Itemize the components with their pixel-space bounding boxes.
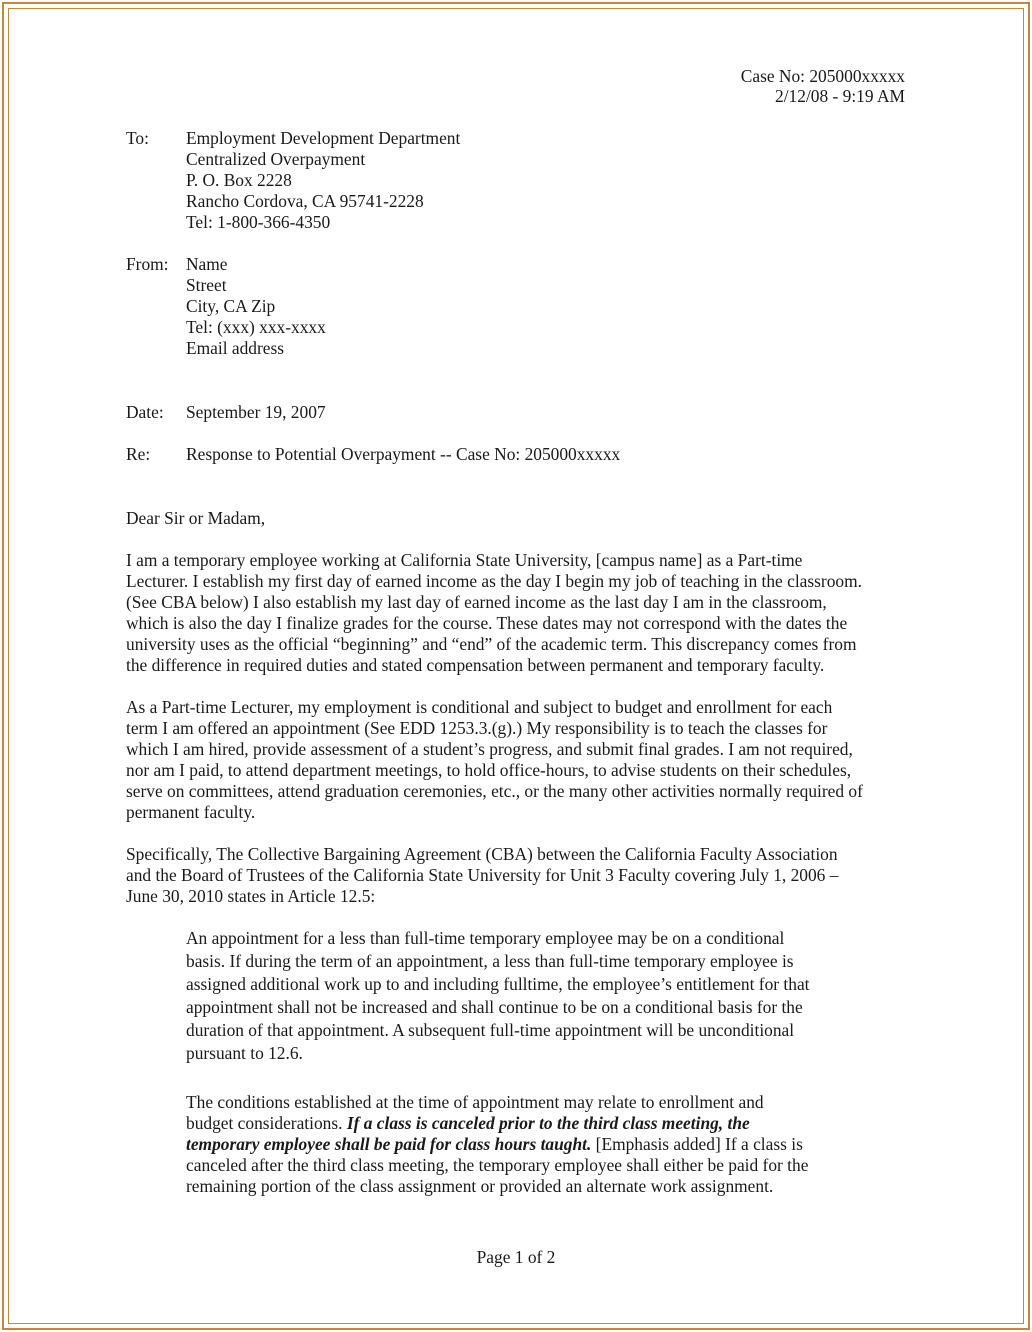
paragraph-line: permanent faculty. xyxy=(126,802,256,822)
from-line: Tel: (xxx) xxx-xxxx xyxy=(186,317,326,337)
cba-quote-1 xyxy=(186,927,810,1065)
re-label: Re: xyxy=(126,444,151,464)
paragraph-line: the difference in required duties and stated compensation between permanent and temporary faculty. xyxy=(126,655,825,675)
quote-line xyxy=(186,1113,808,1134)
date-value: September 19, 2007 xyxy=(186,402,326,422)
quote-line: basis. If during the term of an appointment, a less than full-time temporary employee is xyxy=(186,951,794,971)
paragraph-line: Specifically, The Collective Bargaining Agreement (CBA) between the California Faculty Association xyxy=(126,844,838,864)
to-label: To: xyxy=(126,128,149,148)
quote-line: duration of that appointment. A subsequent full-time appointment will be unconditional xyxy=(186,1020,795,1040)
quote-line: appointment shall not be increased and shall continue to be on a conditional basis for the xyxy=(186,997,803,1017)
quote-line xyxy=(186,1134,808,1155)
from-line: Street xyxy=(186,275,227,295)
cba-quote-2 xyxy=(186,1092,808,1197)
paragraph-line: (See CBA below) I also establish my last day of earned income as the last day I am in the classroom, xyxy=(126,592,827,612)
letter-timestamp: 2/12/08 - 9:19 AM xyxy=(775,86,905,106)
from-label: From: xyxy=(126,254,169,274)
quote-text: [Emphasis added] If a class is xyxy=(591,1134,803,1154)
to-line: Tel: 1-800-366-4350 xyxy=(186,212,331,232)
date-label: Date: xyxy=(126,402,164,422)
paragraph-line: I am a temporary employee working at California State University, [campus name] as a Part-time xyxy=(126,550,803,570)
paragraph-3 xyxy=(126,844,838,907)
page-number: Page 1 of 2 xyxy=(476,1247,556,1267)
quote-line: canceled after the third class meeting, the temporary employee shall either be paid for the xyxy=(186,1155,809,1175)
paragraph-line: and the Board of Trustees of the California State University for Unit 3 Faculty covering July 1, 2006 – xyxy=(126,865,839,885)
quote-line: pursuant to 12.6. xyxy=(186,1043,303,1063)
emphasis-text: If a class is canceled prior to the third class meeting, the xyxy=(346,1113,750,1133)
quote-line: remaining portion of the class assignment or provided an alternate work assignment. xyxy=(186,1176,774,1196)
quote-line: An appointment for a less than full-time temporary employee may be on a conditional xyxy=(186,928,785,948)
paragraph-line: Lecturer. I establish my first day of earned income as the day I begin my job of teaching in the classroom. xyxy=(126,571,862,591)
to-line: Rancho Cordova, CA 95741-2228 xyxy=(186,191,424,211)
to-line: Employment Development Department xyxy=(186,128,461,148)
paragraph-2 xyxy=(126,697,863,823)
quote-text: budget considerations. xyxy=(186,1113,347,1133)
from-line: Name xyxy=(186,254,228,274)
to-address xyxy=(186,128,460,233)
paragraph-1 xyxy=(126,550,862,676)
from-address xyxy=(186,254,326,359)
from-line: City, CA Zip xyxy=(186,296,276,316)
paragraph-line: university uses as the official “beginning” and “end” of the academic term. This discrepancy comes from xyxy=(126,634,857,654)
paragraph-line: which is also the day I finalize grades for the course. These dates may not correspond with the dates the xyxy=(126,613,848,633)
quote-line: assigned additional work up to and including fulltime, the employee’s entitlement for that xyxy=(186,974,810,994)
re-subject: Response to Potential Overpayment -- Case No: 205000xxxxx xyxy=(186,444,621,464)
paragraph-line: nor am I paid, to attend department meetings, to hold office-hours, to advise students on their schedules, xyxy=(126,760,852,780)
paragraph-line: serve on committees, attend graduation ceremonies, etc., or the many other activities normally required of xyxy=(126,781,863,801)
paragraph-line: which I am hired, provide assessment of a student’s progress, and submit final grades. I am not required, xyxy=(126,739,853,759)
quote-line: The conditions established at the time of appointment may relate to enrollment and xyxy=(186,1092,764,1112)
paragraph-line: As a Part-time Lecturer, my employment is conditional and subject to budget and enrollment for each xyxy=(126,697,833,717)
to-line: P. O. Box 2228 xyxy=(186,170,292,190)
to-line: Centralized Overpayment xyxy=(186,149,366,169)
paragraph-line: June 30, 2010 states in Article 12.5: xyxy=(126,886,376,906)
paragraph-line: term I am offered an appointment (See EDD 1253.3.(g).) My responsibility is to teach the classes for xyxy=(126,718,828,738)
emphasis-text: temporary employee shall be paid for class hours taught. xyxy=(186,1134,592,1154)
case-number: Case No: 205000xxxxx xyxy=(740,66,905,86)
from-line: Email address xyxy=(186,338,285,358)
salutation: Dear Sir or Madam, xyxy=(126,508,266,528)
